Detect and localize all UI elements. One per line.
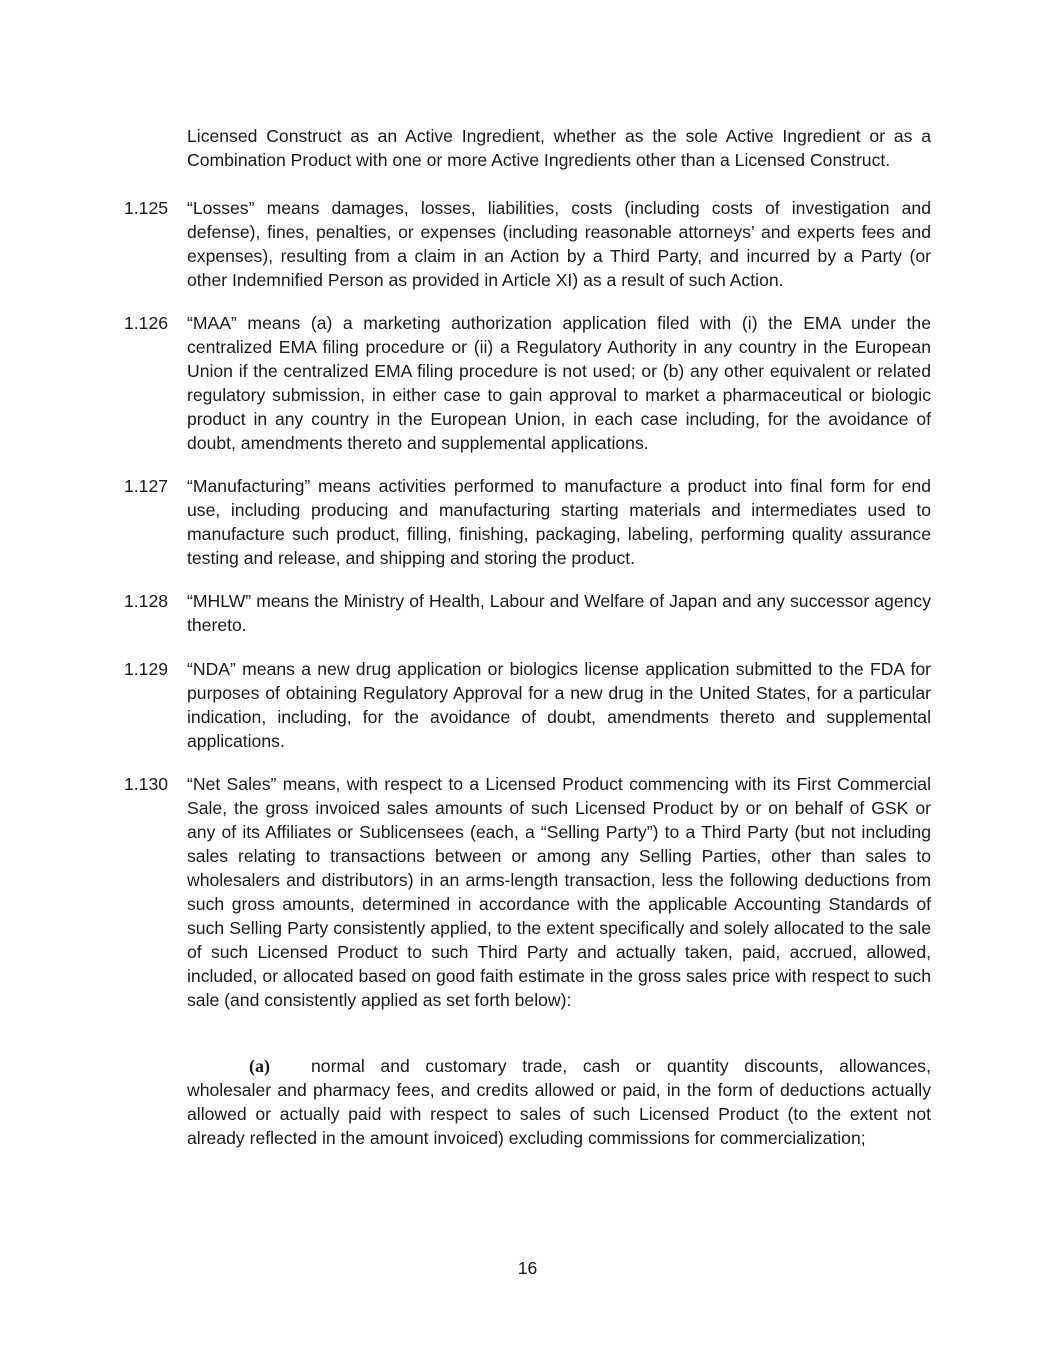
subparagraph-label: (a) [249,1056,270,1076]
section-text: “MHLW” means the Ministry of Health, Labour and Welfare of Japan and any successor agency thereto. [187,591,931,635]
section-number: 1.125 [124,198,169,218]
section-number: 1.128 [124,591,169,611]
section-number: 1.129 [124,659,169,679]
section-1-126 [124,311,931,455]
section-1-129 [124,657,931,753]
section-number: 1.130 [124,774,169,794]
section-1-128 [124,589,931,637]
section-text: “NDA” means a new drug application or biologics license application submitted to the FDA for purposes of obtaining Regulatory Approval for a new drug in the United States, for a particular indication, including, for the avoidance of doubt, amendments thereto and supplemental applications. [187,659,931,751]
section-text: “MAA” means (a) a marketing authorization application filed with (i) the EMA under the centralized EMA filing procedure or (ii) a Regulatory Authority in any country in the European Union if the centralized EMA filing procedure is not used; or (b) any other equivalent or related regulatory submission, in either case to gain approval to market a pharmaceutical or biologic product in any country in the European Union, in each case including, for the avoidance of doubt, amendments thereto and supplemental applications. [187,313,931,453]
section-1-127 [124,474,931,570]
section-number: 1.127 [124,476,169,496]
section-text: “Manufacturing” means activities performed to manufacture a product into final form for end use, including producing and manufacturing starting materials and intermediates used to manufacture such product, filling, finishing, packaging, labeling, performing quality assurance testing and release, and shipping and storing the product. [187,476,931,568]
subparagraph-text: normal and customary trade, cash or quantity discounts, allowances, wholesaler and pharmacy fees, and credits allowed or paid, in the form of deductions actually allowed or actually paid with respect to sales of such Licensed Product (to the extent not already reflected in the amount invoiced) excluding commissions for commercialization; [187,1056,931,1148]
page-number: 16 [517,1258,538,1278]
subparagraph-a [187,1054,931,1150]
continuation-paragraph: Licensed Construct as an Active Ingredient, whether as the sole Active Ingredient or as a Combination Product with one or more Active Ingredients other than a Licensed Construct. [187,126,931,170]
section-number: 1.126 [124,313,169,333]
section-text: “Losses” means damages, losses, liabilities, costs (including costs of investigation and defense), fines, penalties, or expenses (including reasonable attorneys’ and experts fees and expenses), resulting from a claim in an Action by a Third Party, and incurred by a Party (or other Indemnified Person as provided in Article XI) as a result of such Action. [187,198,931,290]
section-1-125 [124,196,931,292]
section-text: “Net Sales” means, with respect to a Licensed Product commencing with its First Commercial Sale, the gross invoiced sales amounts of such Licensed Product by or on behalf of GSK or any of its Affiliates or Sublicensees (each, a “Selling Party”) to a Third Party (but not including sales relating to transactions between or among any Selling Parties, other than sales to wholesalers and distributors) in an arms-length transaction, less the following deductions from such gross amounts, determined in accordance with the applicable Accounting Standards of such Selling Party consistently applied, to the extent specifically and solely allocated to the sale of such Licensed Product to such Third Party and actually taken, paid, accrued, allowed, included, or allocated based on good faith estimate in the gross sales price with respect to such sale (and consistently applied as set forth below): [187,774,931,1010]
section-1-130 [124,772,931,1012]
